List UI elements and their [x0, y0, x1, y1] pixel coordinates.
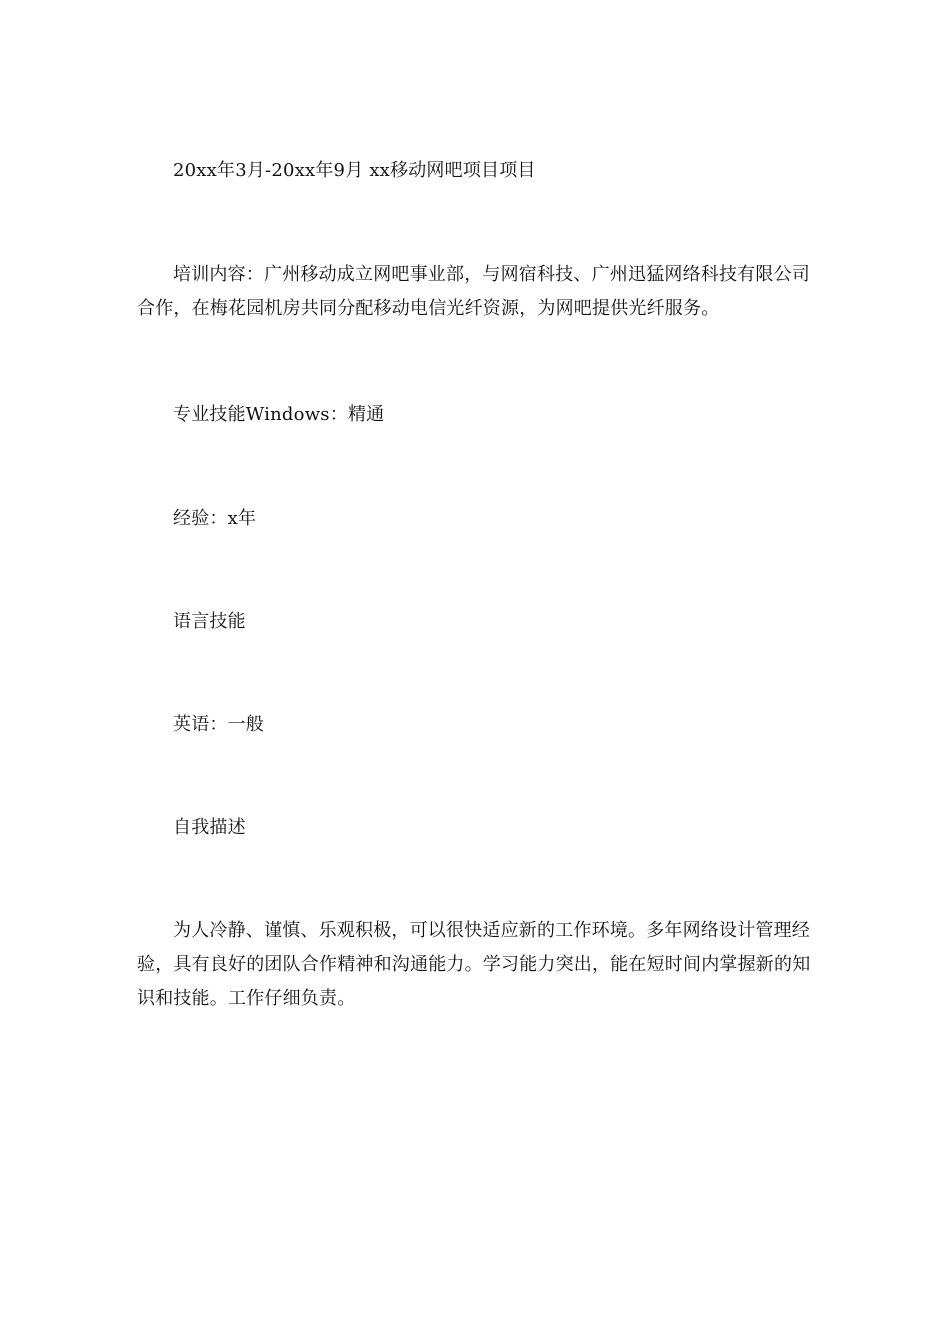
- experience-line: 经验：x年: [173, 508, 257, 529]
- language-skills-heading: 语言技能: [173, 611, 246, 632]
- self-description-paragraph: 为人冷静、谨慎、乐观积极，可以很快适应新的工作环境。多年网络设计管理经验，具有良好的团队合作精神和沟通能力。学习能力突出，能在短时间内掌握新的知识和技能。工作仔细负责。: [137, 920, 811, 1009]
- project-period-line: 20xx年3月-20xx年9月 xx移动网吧项目项目: [173, 160, 536, 181]
- skill-windows-line: 专业技能Windows：精通: [173, 404, 385, 425]
- english-level-line: 英语：一般: [173, 714, 264, 735]
- self-description-heading: 自我描述: [173, 817, 246, 838]
- training-content-paragraph: 培训内容：广州移动成立网吧事业部，与网宿科技、广州迅猛网络科技有限公司合作，在梅花园机房共同分配移动电信光纤资源，为网吧提供光纤服务。: [137, 264, 810, 319]
